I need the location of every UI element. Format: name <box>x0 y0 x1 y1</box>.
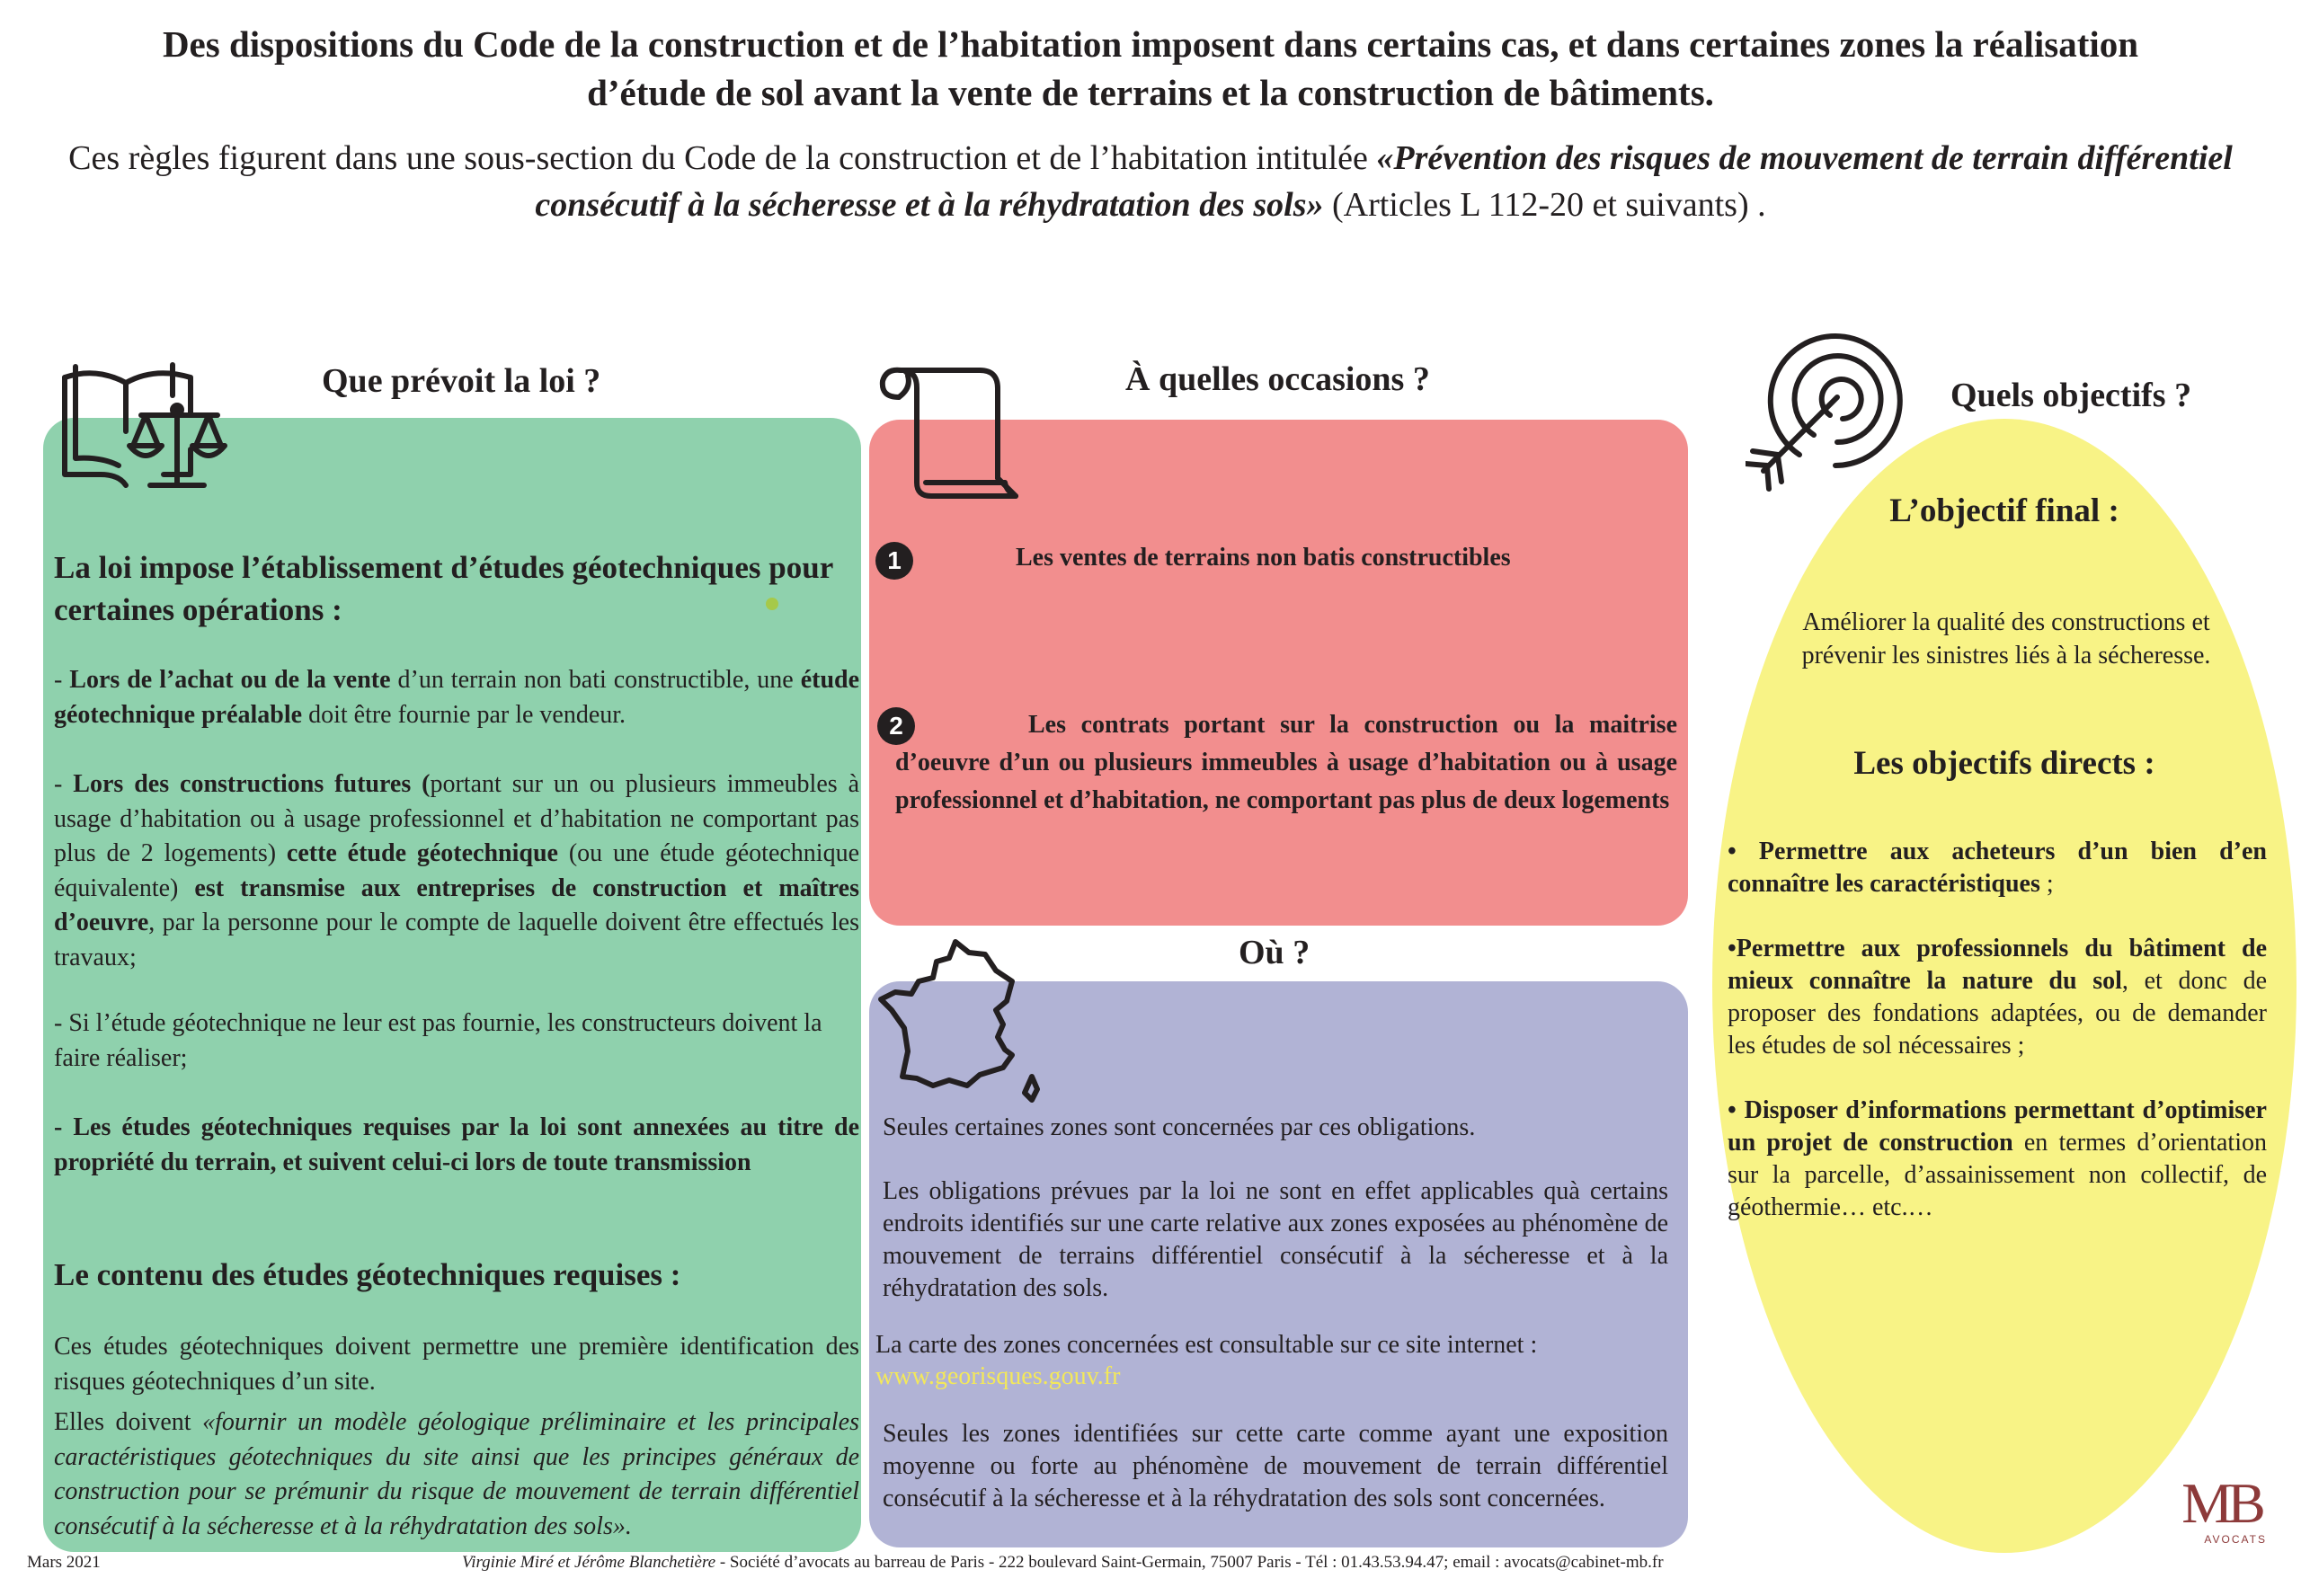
occasion-1-badge: 1 <box>875 542 913 580</box>
law-p2-seg: , par la personne pour le compte de laquelle doivent être effectués les travaux; <box>54 909 859 971</box>
law-p2-bold: cette étude géotechnique <box>286 839 558 867</box>
law-p1-seg: d’un terrain non bati constructible, une <box>390 666 801 694</box>
france-map-icon <box>870 935 1050 1105</box>
where-paragraph-4: Seules les zones identifiées sur cette carte comme ayant une exposition moyenne ou forte au phénomène de mouvement de terrain différentiel consécutif à la sécheresse et à la réhydratation des sols sont concernées. <box>883 1420 1668 1512</box>
law-p2-seg: (ou une étude géotechnique équivalente) <box>54 839 860 902</box>
law-paragraph-3: - Si l’étude géotechnique ne leur est pas fournie, les constructeurs doivent la faire réaliser; <box>54 1009 822 1072</box>
objective-final-title: L’objectif final : <box>1889 492 2119 529</box>
law-title: Que prévoit la loi ? <box>322 362 601 400</box>
law-paragraph-6 <box>54 1405 859 1544</box>
objective-3-bold: • Disposer d’informations permettant d’optimiser un projet de construction <box>1728 1096 2267 1157</box>
where-title: Où ? <box>1239 934 1310 971</box>
header-title-line2: d’étude de sol avant la vente de terrains et la construction de bâtiments. <box>587 72 1714 113</box>
subtitle-suffix: (Articles L 112-20 et suivants) . <box>1323 186 1766 224</box>
law-book-scales-icon <box>56 359 235 503</box>
header-title <box>36 20 2265 117</box>
occasion-2-badge: 2 <box>877 707 915 745</box>
law-p2-seg: portant sur un ou plusieurs immeubles à usage d’habitation ou à usage professionnel et d’habitation ne comportant pas plus de 2 logements) <box>54 770 860 867</box>
law-paragraph-2 <box>54 767 859 975</box>
target-arrow-icon <box>1746 329 1925 500</box>
objective-final-text: Améliorer la qualité des constructions et prévenir les sinistres liés à la sécheresse. <box>1801 608 2211 669</box>
law-p6-prefix: Elles doivent <box>54 1408 203 1436</box>
footer-date: Mars 2021 <box>27 1553 101 1572</box>
scroll-icon <box>872 361 1025 505</box>
mb-avocats-logo <box>2166 1471 2276 1564</box>
law-p2-seg: - <box>54 770 74 798</box>
decorative-dot <box>766 598 778 610</box>
objective-3-rest: en termes d’orientation sur la parcelle, d’assainissement non collectif, de géothermie… etc.… <box>1728 1129 2267 1221</box>
law-heading-1: La loi impose l’établissement d’études géotechniques pour certaines opérations : <box>54 550 833 627</box>
law-paragraph-4: - Les études géotechniques requises par la loi sont annexées au titre de propriété du terrain, et suivent celui-ci lors de toute transmission <box>54 1113 859 1176</box>
objective-2-bold: •Permettre aux professionnels du bâtiment de mieux connaître la nature du sol <box>1728 935 2267 995</box>
law-p2-bold: Lors des constructions futures ( <box>73 770 431 798</box>
subtitle-prefix: Ces règles figurent dans une sous-section du Code de la construction et de l’habitation intitulée <box>68 139 1377 177</box>
where-paragraph-3: La carte des zones concernées est consultable sur ce site internet : <box>875 1331 1538 1359</box>
law-paragraph-1 <box>54 663 859 732</box>
footer-authors: Virginie Miré et Jérôme Blanchetière <box>462 1553 716 1572</box>
footer-credits <box>462 1553 1664 1573</box>
where-paragraph-1: Seules certaines zones sont concernées par ces obligations. <box>883 1113 1476 1141</box>
objective-2-rest: , et donc de proposer des fondations adaptées, ou de demander les études de sol nécessaires ; <box>1728 967 2268 1060</box>
law-p2-bold: est transmise aux entreprises de construction et maîtres d’oeuvre <box>54 873 860 936</box>
header-subtitle <box>36 135 2265 228</box>
objective-item-1 <box>1728 836 2267 900</box>
georisques-link[interactable]: www.georisques.gouv.fr <box>875 1362 1121 1390</box>
law-p1-seg: - <box>54 666 70 694</box>
subtitle-quote: «Prévention des risques de mouvement de terrain différentiel consécutif à la sécheresse et à la réhydratation des sols» <box>535 139 2233 224</box>
law-p6-quote: «fournir un modèle géologique préliminaire et les principales caractéristiques géotechniques du site ainsi que les principes généraux de construction pour se prémunir du risque de mouvement de terrain différentiel consécutif à la sécheresse et à la réhydratation des sols». <box>54 1408 859 1540</box>
logo-word: AVOCATS <box>2204 1533 2267 1546</box>
law-p1-bold: étude géotechnique préalable <box>54 666 860 729</box>
occasion-1-text: Les ventes de terrains non batis constructibles <box>1016 544 1511 572</box>
objective-item-3 <box>1728 1095 2267 1224</box>
footer-details: - Société d’avocats au barreau de Paris - 222 boulevard Saint-Germain, 75007 Paris - Tél : 01.43.53.94.47; email : avocats@cabinet-mb.fr <box>715 1553 1664 1572</box>
objectives-title: Quels objectifs ? <box>1950 377 2192 414</box>
objective-item-2 <box>1728 933 2267 1062</box>
objective-1-bold: • Permettre aux acheteurs d’un bien d’en connaître les caractéristiques <box>1728 838 2267 898</box>
law-p1-bold: Lors de l’achat ou de la vente <box>69 666 391 694</box>
law-paragraph-5: Ces études géotechniques doivent permettre une première identification des risques géotechniques d’un site. <box>54 1333 859 1396</box>
occasions-title: À quelles occasions ? <box>1125 360 1430 398</box>
objective-1-rest: ; <box>2039 870 2054 898</box>
law-p1-seg: doit être fournie par le vendeur. <box>302 700 626 729</box>
where-paragraph-2: Les obligations prévues par la loi ne sont en effet applicables quà certains endroits identifiés sur une carte relative aux zones exposées au phénomène de mouvement de terrains différentiel consécutif à la sécheresse et à la réhydratation des sols. <box>883 1177 1668 1302</box>
law-heading-2: Le contenu des études géotechniques requises : <box>54 1257 681 1292</box>
logo-letters: MB <box>2181 1471 2261 1535</box>
objective-direct-title: Les objectifs directs : <box>1853 745 2155 782</box>
header-title-line1: Des dispositions du Code de la construction et de l’habitation imposent dans certains cas, et dans certaines zones la réalisation <box>162 23 2139 65</box>
occasion-2-text: Les contrats portant sur la construction ou la maitrise d’oeuvre d’un ou plusieurs immeubles à usage d’habitation ou à usage professionnel et d’habitation, ne comportant pas plus de deux logements <box>895 711 1677 814</box>
